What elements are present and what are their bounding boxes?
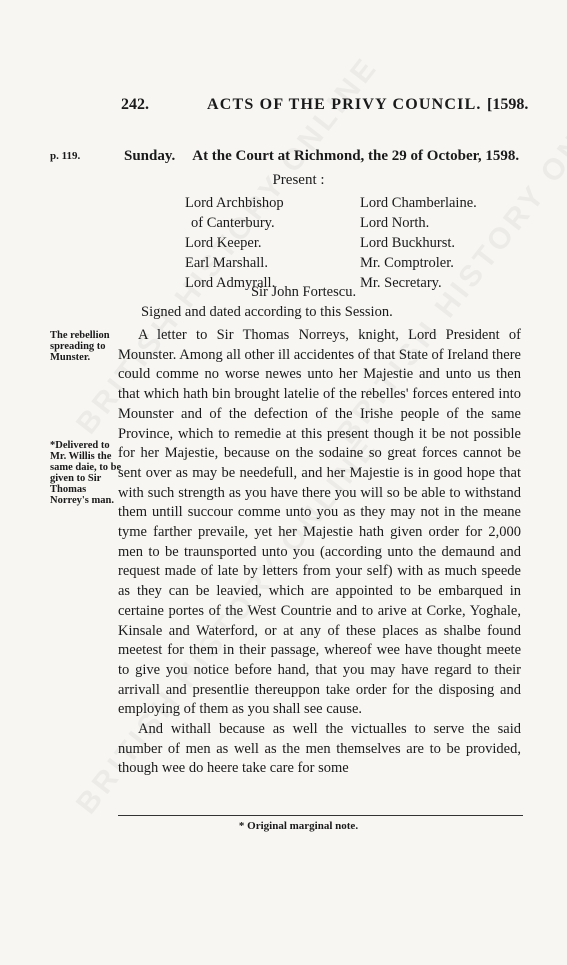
signed-line: Signed and dated according to this Session. (141, 304, 393, 320)
footnote: * Original marginal note. (238, 820, 359, 832)
page-title: ACTS OF THE PRIVY COUNCIL. (207, 96, 482, 113)
footnote-divider (118, 815, 523, 816)
paragraph: A letter to Sir Thomas Norreys, knight, Lord President of Mounster. Among all other ill accidentes of that State of Ireland there could comme no worse newes unto her Majestie and unto us then that which hath bin brought latelie of the rebelles' forces entered into Mounster and of the defection of the Irishe people of the same Province, which to remedie at this present though it be not possible for her Majestie, because on the sodaine so great forces cannot be sent over as may be needefull, and her Majestie is in good hope that with such strength as you have there you will so be able to withstand them untill succour comme unto you as they may not in the meane tyme farther prevaile, yet her Majestie hath given order for 2,000 men to be traunsported unto you (according unto the demaund and request made of late by letters from your self) with as much speede as they can be leavied, which are appointed to be embarqued in certaine portes of the West Countrie and to arive at Corke, Yoghale, Kinsale and Waterford, or at any of these places as shalbe found meetest for them in their passage, whereof wee have thought meete to give you notice before hand, that you may have regard to their arrivall and presentlie thereuppon take order for the disposing and employing of them as you shall see cause. (118, 327, 521, 718)
attendee: Lord Buckhurst. (360, 235, 456, 251)
paragraph: And withall because as well the victualles to serve the said number of men as well as the men themselves are to be provided, though wee do heere take care for some (118, 721, 521, 777)
sidenote-delivered: *Delivered to Mr. Willis the same daie, to be given to Sir Thomas Norrey's man. (50, 440, 122, 506)
attendee: Mr. Secretary. (360, 275, 442, 291)
attendee: Lord Chamberlaine. (360, 195, 477, 211)
attendee: Lord Archbishop (185, 195, 284, 211)
header-year: [1598. (487, 96, 529, 113)
attendees-left-column (185, 193, 284, 293)
attendee: of Canterbury. (191, 215, 275, 231)
attendee: Lord Keeper. (185, 235, 262, 251)
sidenote-rebellion: The rebellion spreading to Munster. (50, 330, 110, 363)
running-header (0, 96, 567, 126)
letter-body (118, 326, 521, 779)
attendees-right-column (360, 193, 477, 293)
attendee-center: Sir John Fortescu. (250, 284, 357, 300)
session-heading (124, 148, 524, 165)
present-label: Present : (272, 172, 325, 188)
margin-page-ref: p. 119. (50, 150, 81, 162)
attendee: Earl Marshall. (185, 255, 268, 271)
attendee: Lord Admyrall. (185, 275, 276, 291)
attendee: Lord North. (360, 215, 430, 231)
session-day: Sunday. (124, 148, 176, 164)
page-number: 242. (121, 96, 149, 113)
session-place-date: At the Court at Richmond, the 29 of October, 1598. (192, 148, 520, 164)
attendee: Mr. Comptroler. (360, 255, 454, 271)
